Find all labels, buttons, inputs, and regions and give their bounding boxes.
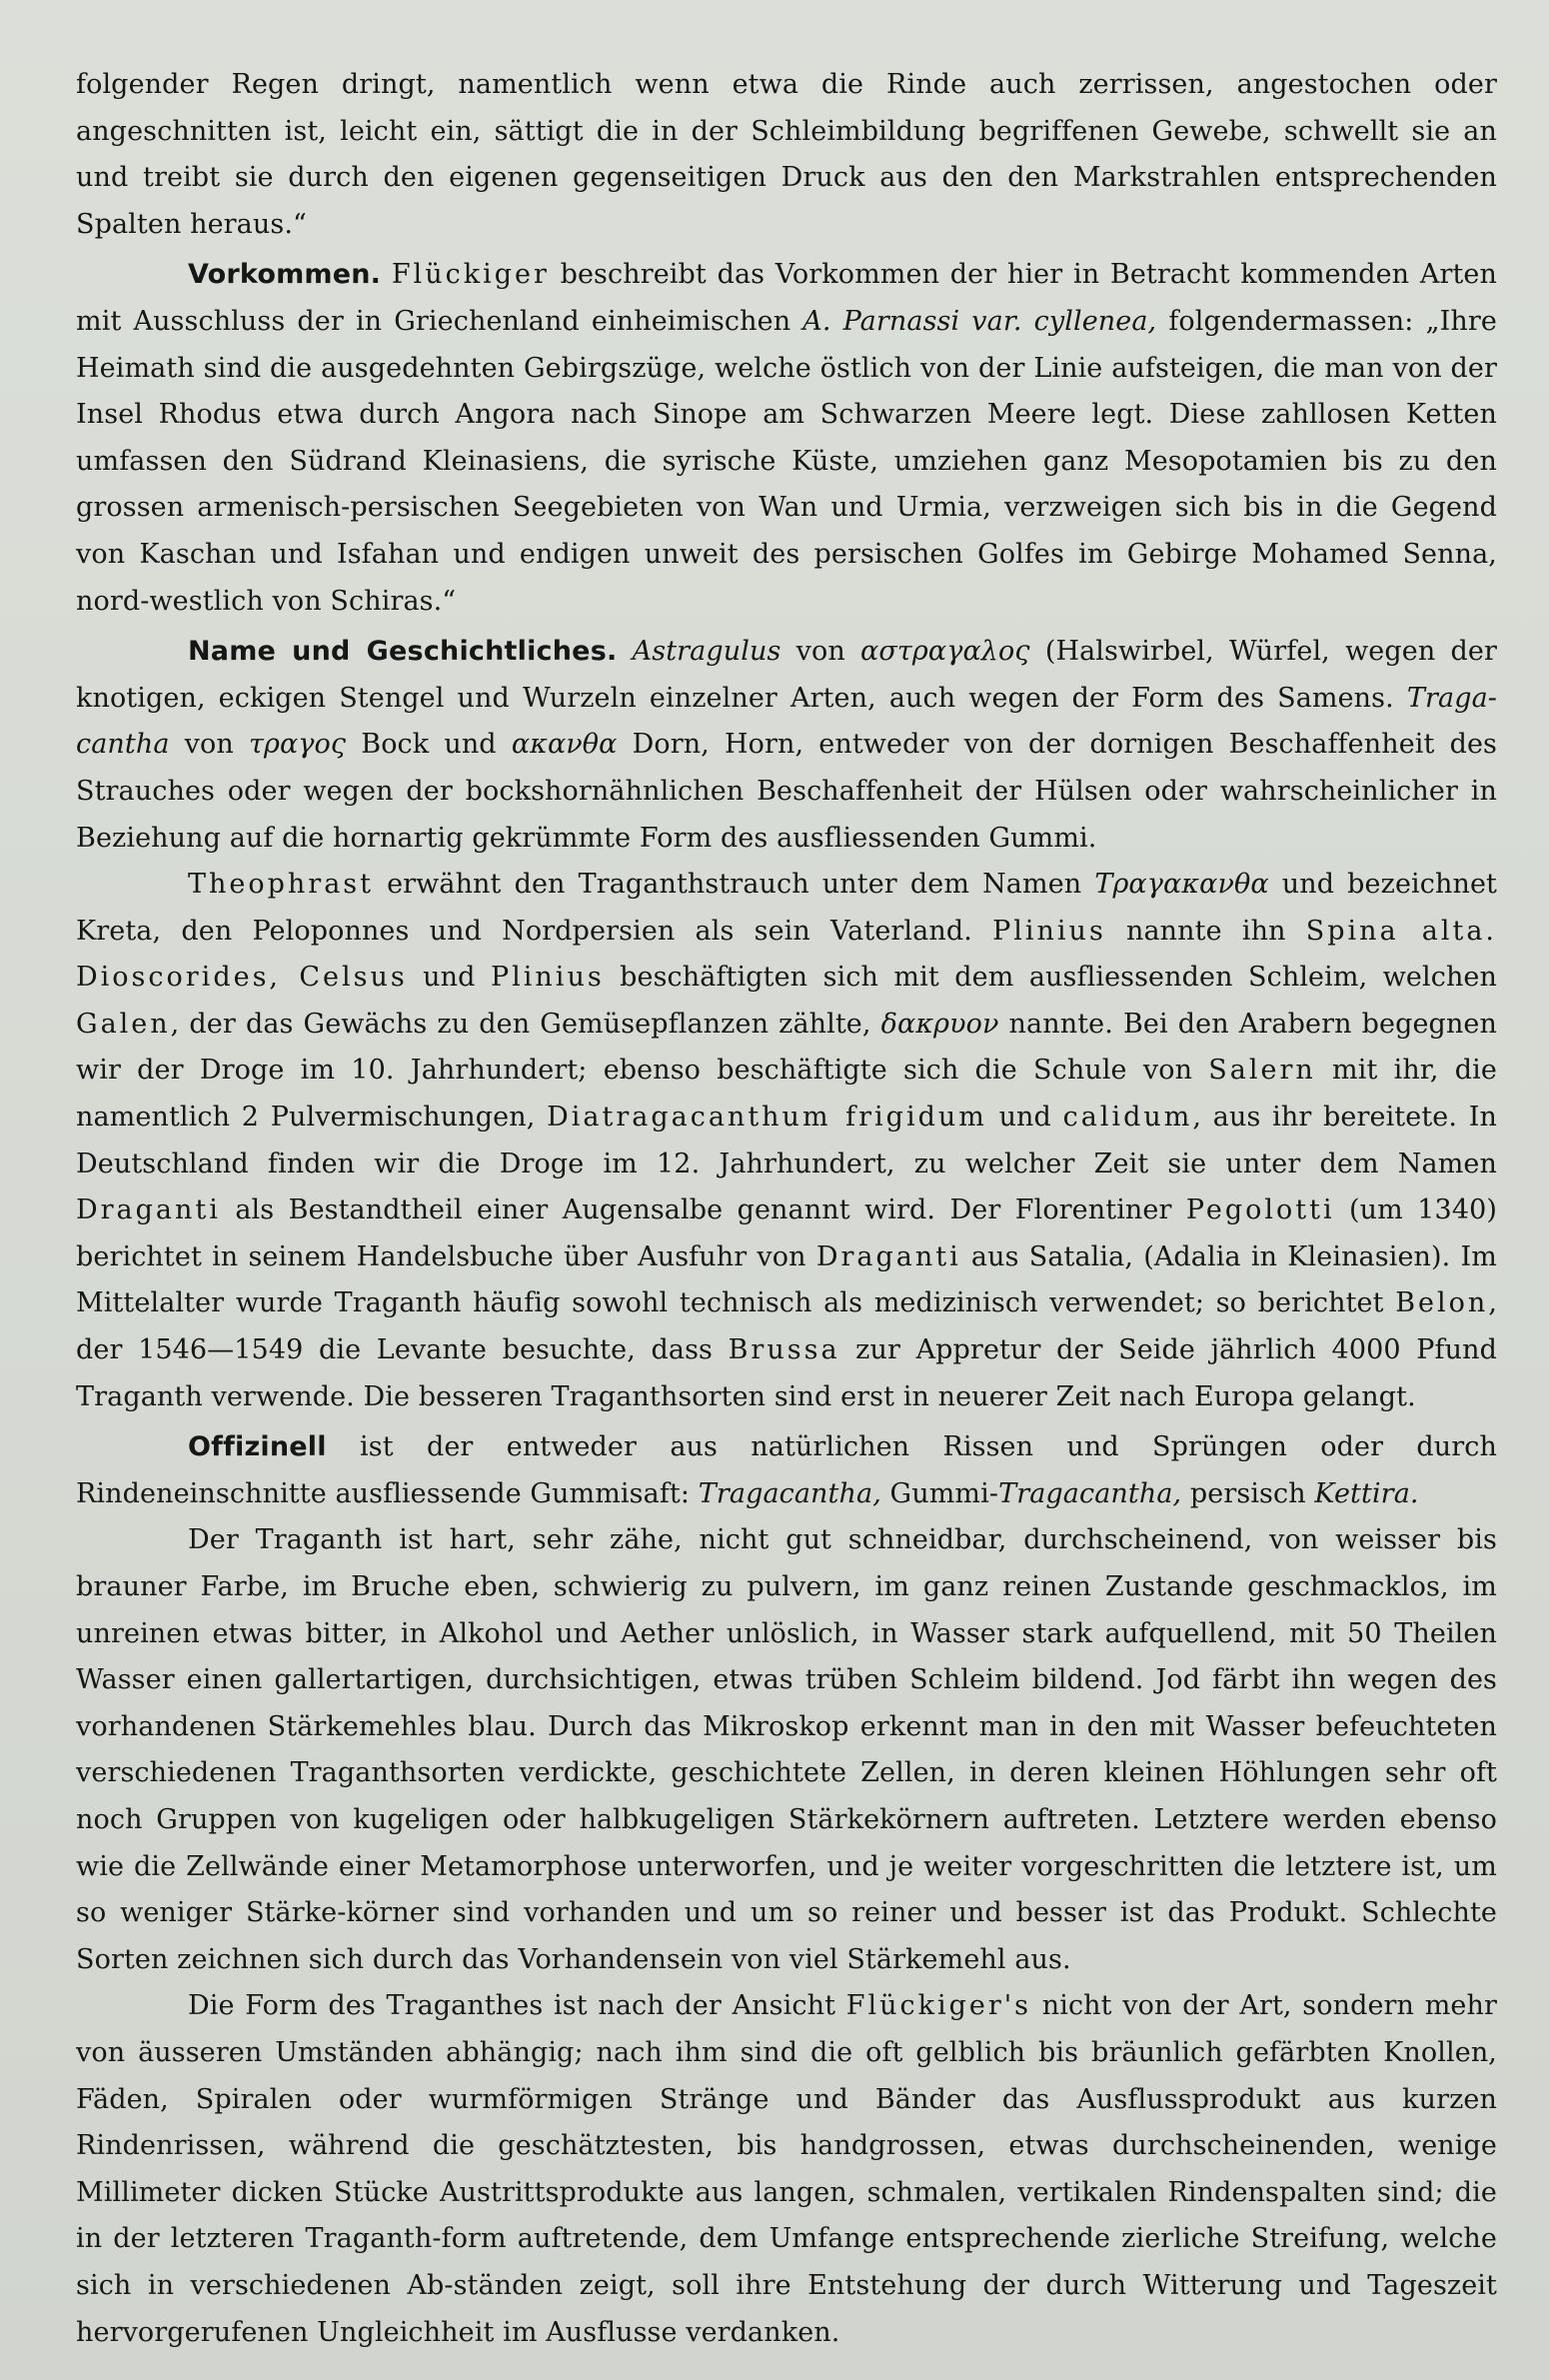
- section-heading-offizinell: Offizinell: [188, 1431, 327, 1463]
- body-text: [76, 62, 1497, 2356]
- paragraph-vorkommen: Vorkommen. Flückiger beschreibt das Vorkommen der hier in Betracht kommenden Arten mit Ausschluss der in Griechenland einheimischen A. Parnassi var. cyllenea, folgendermassen: „Ihre Heimath sind die ausgedehnten Gebirgszüge, welche östlich von der Linie aufsteigen, die man von der Insel Rhodus etwa durch Angora nach Sinope am Schwarzen Meere legt. Diese zahllosen Ketten umfassen den Südrand Kleinasiens, die syrische Küste, umziehen ganz Mesopotamien bis zu den grossen armenisch-persischen Seegebieten von Wan und Urmia, verzweigen sich bis in die Gegend von Kaschan und Isfahan und endigen unweit des persischen Golfes im Gebirge Mohamed Senna, nord-westlich von Schiras.“: [76, 259, 1498, 617]
- paragraph-continuation: folgender Regen dringt, namentlich wenn etwa die Rinde auch zerrissen, angestochen oder angeschnitten ist, leicht ein, sättigt die in der Schleimbildung begriffenen Gewebe, schwellt sie an und treibt sie durch den eigenen gegenseitigen Druck aus den den Markstrahlen entsprechenden Spalten heraus.“: [76, 69, 1497, 240]
- paragraph-name-geschichte: Name und Geschichtliches. Astragulus von αστραγαλος (Halswirbel, Würfel, wegen der knotigen, eckigen Stengel und Wurzeln einzelner Arten, auch wegen der Form des Samens. Traga-cantha von τραγος Bock und ακανθα Dorn, Horn, entweder von der dornigen Beschaffenheit des Strauches oder wegen der bockshornähnlichen Beschaffenheit der Hülsen oder wahrscheinlicher in Beziehung auf die hornartig gekrümmte Form des ausfliessenden Gummi.: [76, 636, 1497, 854]
- paragraph-theophrast: Theophrast erwähnt den Traganthstrauch unter dem Namen Τραγακανθα und bezeichnet Kreta, den Peloponnes und Nordpersien als sein Vaterland. Plinius nannte ihn Spina alta. Dioscorides, Celsus und Plinius beschäftigten sich mit dem ausfliessenden Schleim, welchen Galen, der das Gewächs zu den Gemüsepflanzen zählte, δακρυον nannte. Bei den Arabern begegnen wir der Droge im 10. Jahrhundert; ebenso beschäftigte sich die Schule von Salern mit ihr, die namentlich 2 Pulvermischungen, Diatragacanthum frigidum und calidum, aus ihr bereitete. In Deutschland finden wir die Droge im 12. Jahrhundert, zu welcher Zeit sie unter dem Namen Draganti als Bestandtheil einer Augensalbe genannt wird. Der Florentiner Pegolotti (um 1340) berichtet in seinem Handelsbuche über Ausfuhr von Draganti aus Satalia, (Adalia in Kleinasien). Im Mittelalter wurde Traganth häufig sowohl technisch als medizinisch verwendet; so berichtet Belon, der 1546—1549 die Levante besuchte, dass Brussa zur Appretur der Seide jährlich 4000 Pfund Traganth verwende. Die besseren Traganthsorten sind erst in neuerer Zeit nach Europa gelangt.: [76, 869, 1498, 1412]
- section-heading-name: Name und Geschichtliches.: [188, 636, 618, 668]
- paragraph-traganth-form: Die Form des Traganthes ist nach der Ansicht Flückiger's nicht von der Art, sondern mehr von äusseren Umständen abhängig; nach ihm sind die oft gelblich bis bräunlich gefärbten Knollen, Fäden, Spiralen oder wurmförmigen Stränge und Bänder das Ausflussprodukt aus kurzen Rindenrissen, während die geschätztesten, bis handgrossen, etwas durchscheinenden, wenige Millimeter dicken Stücke Austrittsprodukte aus langen, schmalen, vertikalen Rindenspalten sind; die in der letzteren Traganth-form auftretende, dem Umfange entsprechende zierliche Streifung, welche sich in verschiedenen Ab-ständen zeigt, soll ihre Entstehung der durch Witterung und Tageszeit hervorgerufenen Ungleichheit im Ausflusse verdanken.: [76, 1990, 1498, 2348]
- paragraph-traganth-beschreibung: Der Traganth ist hart, sehr zähe, nicht gut schneidbar, durchscheinend, von weisser bis brauner Farbe, im Bruche eben, schwierig zu pulvern, im ganz reinen Zustande geschmacklos, im unreinen etwas bitter, in Alkohol und Aether unlöslich, in Wasser stark aufquellend, mit 50 Theilen Wasser einen gallertartigen, durchsichtigen, etwas trüben Schleim bildend. Jod färbt ihn wegen des vorhandenen Stärkemehles blau. Durch das Mikroskop erkennt man in den mit Wasser befeuchteten verschiedenen Traganthsorten verdickte, geschichtete Zellen, in deren kleinen Höhlungen sehr oft noch Gruppen von kugeligen oder halbkugeligen Stärkekörnern auftreten. Letztere werden ebenso wie die Zellwände einer Metamorphose unterworfen, und je weiter vorgeschritten die letztere ist, um so weniger Stärke-körner sind vorhanden und um so reiner und besser ist das Produkt. Schlechte Sorten zeichnen sich durch das Vorhandensein von viel Stärkemehl aus.: [76, 1524, 1497, 1975]
- section-heading-vorkommen: Vorkommen.: [188, 259, 382, 291]
- paragraph-offizinell: Offizinell ist der entweder aus natürlichen Rissen und Sprüngen oder durch Rindeneinschnitte ausfliessende Gummisaft: Tragacantha, Gummi-Tragacantha, persisch Kettira.: [76, 1431, 1497, 1509]
